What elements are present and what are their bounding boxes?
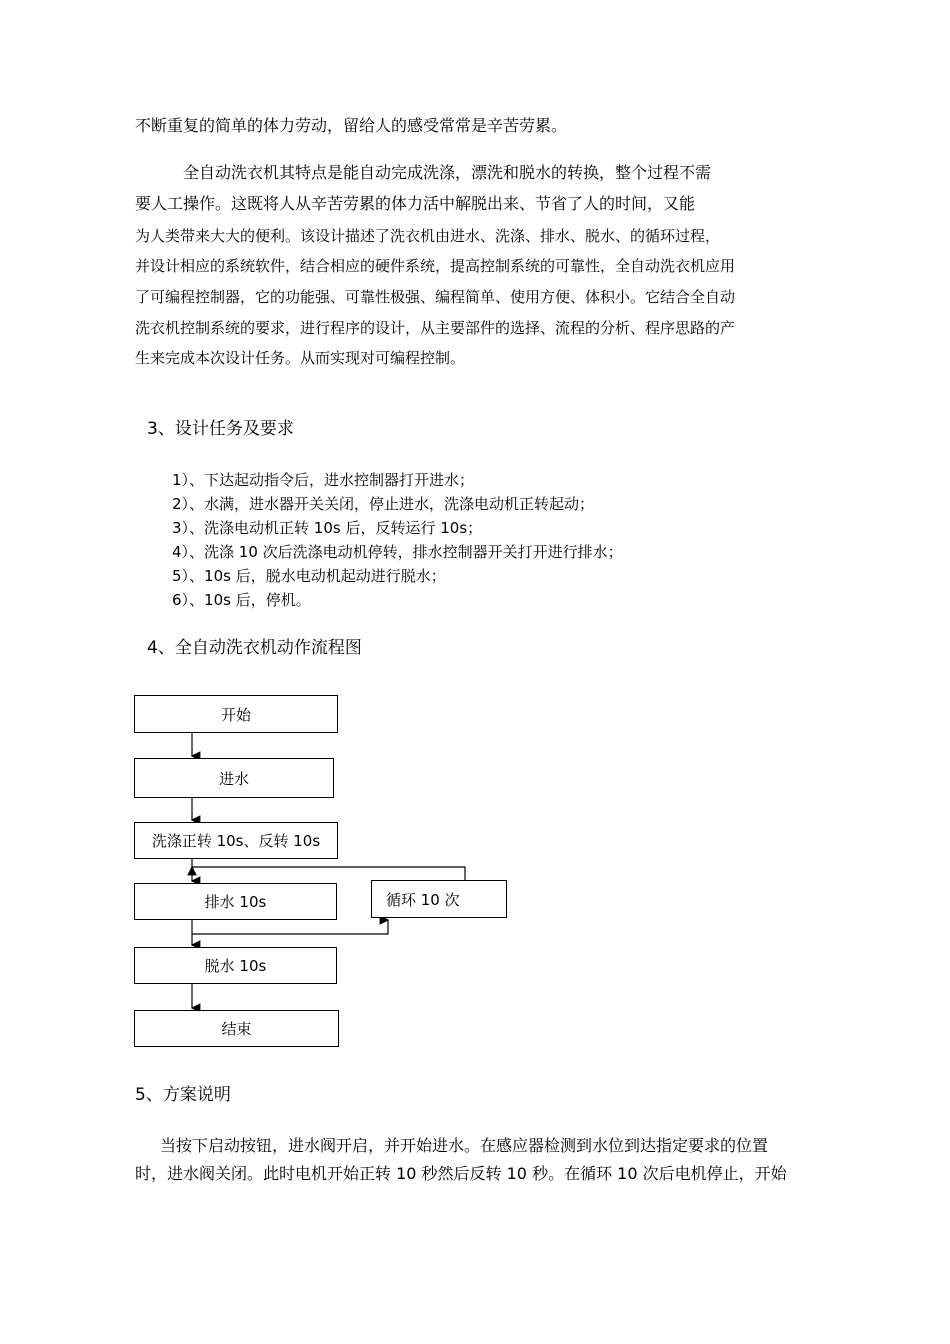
list-item: 6）、10s 后，停机。 [172,591,311,609]
flow-water-in-box: 进水 [134,758,334,798]
list-item: 1）、下达起动指令后，进水控制器打开进水； [172,471,475,489]
arrow-loop-to-wash [192,867,465,880]
flow-loop-box: 循环 10 次 [371,880,507,918]
flow-wash-box: 洗涤正转 10s、反转 10s [134,822,338,859]
flow-end-box: 结束 [134,1010,339,1047]
paragraph-line: 要人工操作。这既将人从辛苦劳累的体力活中解脱出来、节省了人的时间，又能 [135,194,696,213]
list-item: 4）、洗涤 10 次后洗涤电动机停转，排水控制器开关打开进行排水； [172,543,623,561]
paragraph-line: 当按下启动按钮，进水阀开启，并开始进水。在感应器检测到水位到达指定要求的位置 [160,1136,769,1155]
paragraph-line: 全自动洗衣机其特点是能自动完成洗涤，漂洗和脱水的转换，整个过程不需 [183,163,712,182]
arrow-drain-to-loop [192,920,388,934]
paragraph-line: 时，进水阀关闭。此时电机开始正转 10 秒然后反转 10 秒。在循环 10 次后电机停止，开始 [135,1164,787,1183]
list-item: 5）、10s 后，脱水电动机起动进行脱水； [172,567,446,585]
section-5-heading: 5、方案说明 [135,1085,231,1105]
paragraph-line: 并设计相应的系统软件，结合相应的硬件系统，提高控制系统的可靠性，全自动洗衣机应用 [135,257,736,275]
paragraph-line: 了可编程控制器，它的功能强、可靠性极强、编程简单、使用方便、体积小。它结合全自动 [135,288,736,306]
intro-line: 不断重复的简单的体力劳动，留给人的感受常常是辛苦劳累。 [135,116,568,135]
paragraph-line: 洗衣机控制系统的要求，进行程序的设计，从主要部件的选择、流程的分析、程序思路的产 [135,319,736,337]
list-item: 2）、水满，进水器开关关闭，停止进水，洗涤电动机正转起动； [172,495,595,513]
flow-start-box: 开始 [134,695,338,733]
section-3-heading: 3、设计任务及要求 [147,419,294,439]
flow-spin-box: 脱水 10s [134,947,337,984]
paragraph-line: 为人类带来大大的便利。该设计描述了洗衣机由进水、洗涤、排水、脱水、的循环过程， [135,227,721,245]
paragraph-line: 生来完成本次设计任务。从而实现对可编程控制。 [135,349,466,367]
flow-drain-box: 排水 10s [134,883,337,920]
section-4-heading: 4、全自动洗衣机动作流程图 [147,638,362,658]
list-item: 3）、洗涤电动机正转 10s 后，反转运行 10s； [172,519,483,537]
